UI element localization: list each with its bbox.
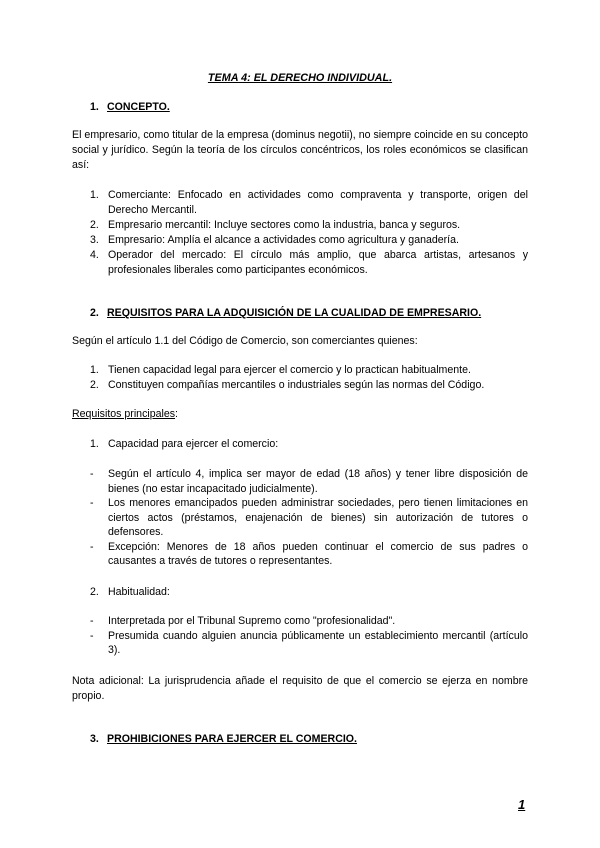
- section-2-list: [90, 363, 528, 393]
- section-3-title: PROHIBICIONES PARA EJERCER EL COMERCIO.: [107, 733, 357, 745]
- bullet-item: - Interpretada por el Tribunal Supremo como "profesionalidad".: [90, 615, 396, 627]
- list-item: 2. Habitualidad:: [90, 586, 170, 598]
- section-3-number: 3.: [90, 733, 99, 745]
- section-1-intro: El empresario, como titular de la empresa (dominus negotii), no siempre coincide en su concepto social y jurídico. Según la teoría de los círculos concéntricos, los roles económicos se clasifican así:: [72, 129, 528, 171]
- list-item: 1. Comerciante: Enfocado en actividades como compraventa y transporte, origen del Derecho Mercantil.: [90, 189, 528, 216]
- section-1-number: 1.: [90, 101, 99, 113]
- requirement-1-bullets: [90, 467, 528, 569]
- requirement-2-bullets: [90, 614, 528, 658]
- list-item: 1. Tienen capacidad legal para ejercer el comercio y lo practican habitualmente.: [90, 364, 471, 376]
- page-number: 1: [518, 797, 526, 812]
- section-2-number: 2.: [90, 307, 99, 319]
- bullet-item: - Los menores emancipados pueden administrar sociedades, pero tienen limitaciones en ciertos actos (préstamos, enajenación de bienes) sin autorización de tutores o defensores.: [90, 497, 528, 538]
- section-2-heading: [90, 307, 481, 319]
- list-item: 1. Capacidad para ejercer el comercio:: [90, 438, 279, 450]
- list-item: 3. Empresario: Amplía el alcance a actividades como agricultura y ganadería.: [90, 234, 459, 246]
- list-item: 4. Operador del mercado: El círculo más amplio, que abarca artistas, artesanos y profesionales liberales como participantes económicos.: [90, 249, 528, 276]
- bullet-item: - Excepción: Menores de 18 años pueden continuar el comercio de sus padres o causantes a través de tutores o representantes.: [90, 540, 528, 567]
- document-page: [72, 0, 528, 848]
- requirement-2: [90, 585, 528, 600]
- requirements-subheading: Requisitos principales:: [72, 408, 178, 420]
- section-1-heading: [90, 101, 170, 113]
- list-item: 2. Empresario mercantil: Incluye sectores como la industria, banca y seguros.: [90, 219, 461, 231]
- additional-note: Nota adicional: La jurisprudencia añade el requisito de que el comercio se ejerza en nombre propio.: [72, 675, 528, 702]
- section-2-title: REQUISITOS PARA LA ADQUISICIÓN DE LA CUALIDAD DE EMPRESARIO.: [107, 307, 482, 319]
- section-2-intro: Según el artículo 1.1 del Código de Comercio, son comerciantes quienes:: [72, 335, 418, 347]
- section-1-title: CONCEPTO.: [107, 101, 170, 113]
- document-title: TEMA 4: EL DERECHO INDIVIDUAL.: [207, 72, 393, 84]
- bullet-item: - Presumida cuando alguien anuncia públicamente un establecimiento mercantil (artículo 3).: [90, 629, 528, 656]
- bullet-item: - Según el artículo 4, implica ser mayor de edad (18 años) y tener libre disposición de bienes (no estar incapacitado judicialmente).: [90, 468, 528, 495]
- section-1-list: [90, 188, 528, 278]
- requirement-1: [90, 437, 528, 452]
- list-item: 2. Constituyen compañías mercantiles o industriales según las normas del Código.: [90, 379, 485, 391]
- section-3-heading: [90, 733, 357, 745]
